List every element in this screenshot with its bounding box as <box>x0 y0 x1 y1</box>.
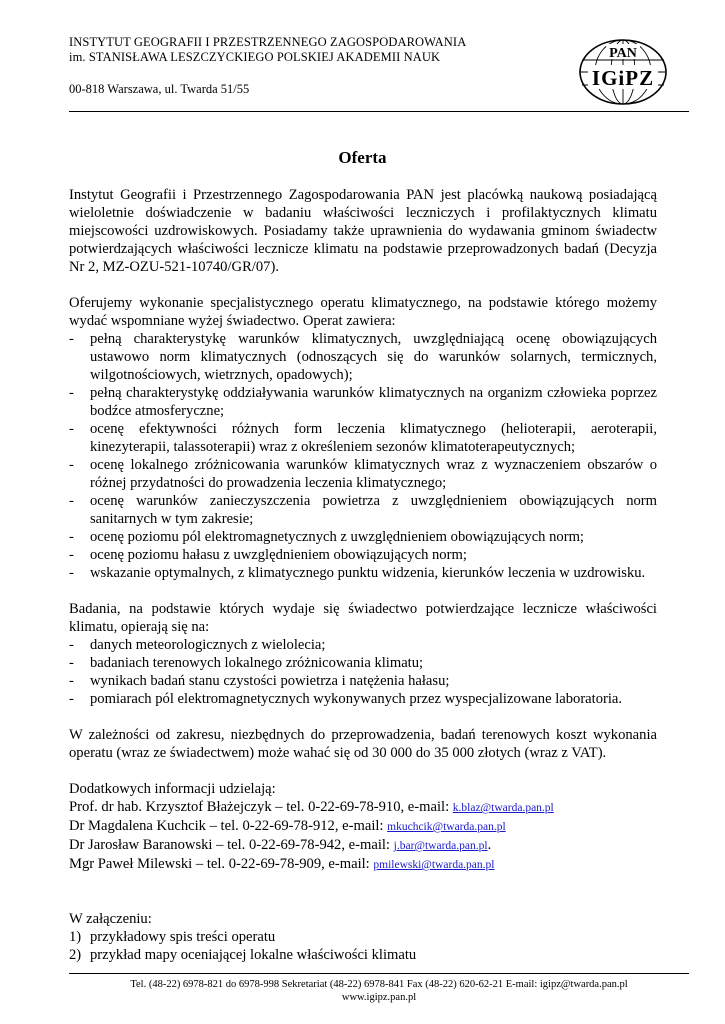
list-item: - pełną charakterystykę oddziaływania warunków klimatycznych na organizm człowieka poprzez bodźce atmosferyczne; <box>69 384 657 420</box>
institute-name-line1: INSTYTUT GEOGRAFII I PRZESTRZENNEGO ZAGOSPODAROWANIA <box>69 35 467 49</box>
contact-line <box>69 798 657 817</box>
list-item: - ocenę warunków zanieczyszczenia powietrza z uwzględnieniem obowiązujących norm sanitarnych w tym zakresie; <box>69 492 657 528</box>
contact-line <box>69 817 657 836</box>
list-item: - pełną charakterystykę warunków klimatycznych, uwzględniającą ocenę obowiązujących ustawowo norm klimatycznych (odnoszących się do warunków solarnych, termicznych, wilgotnościowych, wietrznych, opadowych); <box>69 330 657 384</box>
footer-contact-line: Tel. (48-22) 6978-821 do 6978-998 Sekretariat (48-22) 6978-841 Fax (48-22) 620-62-21 E-mail: igipz@twarda.pan.pl <box>130 979 628 990</box>
email-link[interactable]: k.blaz@twarda.pan.pl <box>452 802 554 814</box>
institute-name-line2: im. STANISŁAWA LESZCZYCKIEGO POLSKIEJ AKADEMII NAUK <box>69 50 441 64</box>
footer-website: www.igipz.pan.pl <box>341 992 417 1003</box>
intro-paragraph: Instytut Geografii i Przestrzennego Zagospodarowania PAN jest placówką naukową posiadającą wieloletnie doświadczenie w badaniu właściwości leczniczych i profilaktycznych klimatu miejscowości uzdrowiskowych. Posiadamy także uprawnienia do wydawania gminom świadectw potwierdzających właściwości lecznicze klimatu na podstawie przeprowadzonych badań (Decyzja Nr 2, MZ-OZU-521-10740/GR/07). <box>69 187 657 275</box>
email-link[interactable]: j.bar@twarda.pan.pl <box>393 840 488 852</box>
document-body <box>69 186 657 964</box>
logo-pan-text: PAN <box>609 46 637 61</box>
list-item: - badaniach terenowych lokalnego zróżnicowania klimatu; <box>69 654 657 672</box>
list-item: - ocenę poziomu hałasu z uwzględnieniem obowiązujących norm; <box>69 546 657 564</box>
list-item: - ocenę efektywności różnych form leczenia klimatycznego (helioterapii, aeroterapii, kinezyterapii, talassoterapii) wraz z określeniem sezonów klimatoterapeutycznych; <box>69 420 657 456</box>
email-link[interactable]: pmilewski@twarda.pan.pl <box>373 859 495 871</box>
contact-text: Prof. dr hab. Krzysztof Błażejczyk – tel. 0-22-69-78-910, e-mail: <box>69 799 453 815</box>
list-item: - pomiarach pól elektromagnetycznych wykonywanych przez wyspecjalizowane laboratoria. <box>69 690 657 708</box>
list-item: - wynikach badań stanu czystości powietrza i natężenia hałasu; <box>69 672 657 690</box>
attachments-list <box>69 928 657 964</box>
list-item: - ocenę poziomu pól elektromagnetycznych z uwzględnieniem obowiązujących norm; <box>69 528 657 546</box>
logo-igipz-text: IGiPZ <box>591 66 655 90</box>
list-item: - ocenę lokalnego zróżnicowania warunków klimatycznych wraz z wyznaczeniem obszarów o różnej przydatności do prowadzenia leczenia klimatycznego; <box>69 456 657 492</box>
contacts-intro: Dodatkowych informacji udzielają: <box>69 781 276 797</box>
contact-text: Dr Magdalena Kuchcik – tel. 0-22-69-78-912, e-mail: <box>69 818 388 834</box>
list-item: 2) przykład mapy oceniającej lokalne właściwości klimatu <box>69 947 417 963</box>
contact-line <box>69 855 657 874</box>
list-item: 1) przykładowy spis treści operatu <box>69 929 276 945</box>
contact-text: Dr Jarosław Baranowski – tel. 0-22-69-78-942, e-mail: <box>69 837 394 853</box>
contact-line: Dr Jarosław Baranowski – tel. 0-22-69-78-942, e-mail: j.bar@twarda.pan.pl. <box>69 837 492 853</box>
cost-paragraph: W zależności od zakresu, niezbędnych do przeprowadzenia, badań terenowych koszt wykonania operatu (wraz ze świadectwem) może wahać się od 30 000 do 35 000 złotych (wraz z VAT). <box>69 727 657 761</box>
offer-list <box>69 330 657 582</box>
contact-text: Mgr Paweł Milewski – tel. 0-22-69-78-909, e-mail: <box>69 856 374 872</box>
research-intro: Badania, na podstawie których wydaje się świadectwo potwierdzające lecznicze właściwości klimatu, opierają się na: <box>69 601 657 635</box>
header-divider <box>69 111 689 112</box>
footer <box>69 978 689 1004</box>
footer-divider <box>69 973 689 974</box>
list-item: - danych meteorologicznych z wielolecia; <box>69 636 657 654</box>
offer-intro: Oferujemy wykonanie specjalistycznego operatu klimatycznego, na podstawie którego możemy wydać wspomniane wyżej świadectwo. Operat zawiera: <box>69 295 657 329</box>
igipz-pan-logo <box>578 38 668 106</box>
list-item: - wskazanie optymalnych, z klimatycznego punktu widzenia, kierunków leczenia w uzdrowisku. <box>69 564 657 582</box>
institute-address: 00-818 Warszawa, ul. Twarda 51/55 <box>69 82 250 96</box>
attachments-intro: W załączeniu: <box>69 911 152 927</box>
document-title: Oferta <box>338 148 387 167</box>
research-list <box>69 636 657 708</box>
email-link[interactable]: mkuchcik@twarda.pan.pl <box>387 821 506 833</box>
